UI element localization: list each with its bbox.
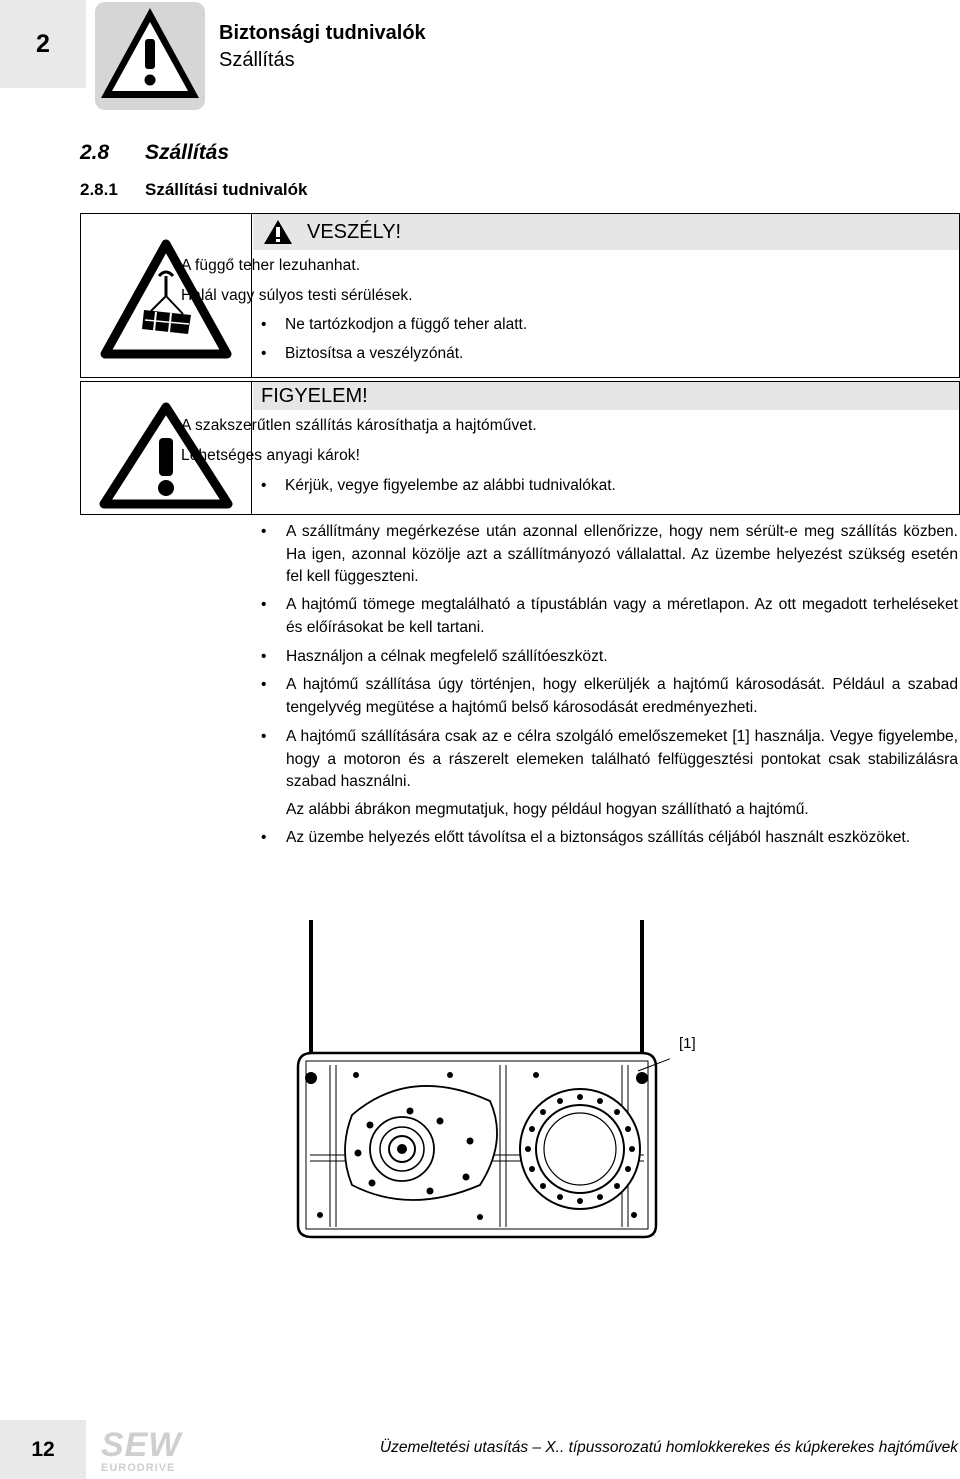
bullet-text: A hajtómű tömege megtalálható a típustáblán vagy a méretlapon. Az ott megadott terheléseket és előírásokat be kell tartani.	[286, 596, 958, 636]
chapter-number: 2	[0, 0, 86, 88]
figure-label: [1]	[679, 1035, 696, 1052]
subsection-number: 2.8.1	[80, 180, 118, 199]
notice-line: A szakszerűtlen szállítás károsíthatja a hajtóművet.	[181, 417, 537, 434]
notice-signal-word: FIGYELEM!	[261, 384, 368, 407]
chapter-subtitle: Szállítás	[219, 49, 295, 71]
gear-unit-figure	[290, 915, 670, 1265]
bullet-text: A szállítmány megérkezése után azonnal ellenőrizze, hogy nem sérült-e meg szállítás közben. Ha igen, azonnal közölje azt a szállítmányozó vállalattal. Az üzembe helyezést szükség esetén fel kell függeszteni.	[286, 523, 958, 585]
danger-line: Halál vagy súlyos testi sérülések.	[181, 287, 413, 304]
bullet-text: Használjon a célnak megfelelő szállítóeszközt.	[286, 648, 608, 665]
bullet-dot: •	[261, 648, 267, 665]
logo-bottom-text: EURODRIVE	[101, 1462, 176, 1474]
bullet-dot: •	[261, 676, 267, 693]
danger-line: A függő teher lezuhanhat.	[181, 257, 361, 274]
figure-intro: Az alábbi ábrákon megmutatjuk, hogy például hogyan szállítható a hajtómű.	[286, 801, 809, 818]
logo-top-text: SEW	[101, 1426, 182, 1464]
output-bore	[544, 1113, 616, 1185]
bullet-dot: •	[261, 829, 267, 846]
warning-triangle-icon	[95, 2, 205, 110]
subsection-title: Szállítási tudnivalók	[145, 180, 308, 199]
notice-signal-bar	[253, 382, 959, 410]
footer-doc-title: Üzemeltetési utasítás – X.. típussorozatú homlokkerekes és kúpkerekes hajtóművek	[379, 1439, 958, 1456]
page-number: 12	[0, 1420, 86, 1479]
bullet-text: A hajtómű szállítása úgy történjen, hogy elkerüljék a hajtómű károsodását. Például a szabad tengelyvég megütése a hajtómű belső károsodását eredményezheti.	[286, 676, 958, 716]
notice-line: Lehetséges anyagi károk!	[181, 447, 361, 464]
bullet-text: A hajtómű szállítására csak az e célra szolgáló emelőszemeket [1] használja. Vegye figyelembe, hogy a motoron és a rászerelt elemeken található felfüggesztési pontokat csak stabilizálásra szabad használni.	[286, 728, 958, 790]
bullet-text: Az üzembe helyezés előtt távolítsa el a biztonságos szállítás céljából használt eszközöket.	[286, 829, 911, 846]
sew-logo	[101, 1428, 181, 1474]
lifting-eye-left	[305, 1072, 317, 1084]
warning-small-icon	[263, 219, 293, 245]
section-number: 2.8	[80, 141, 110, 164]
chapter-title: Biztonsági tudnivalók	[219, 22, 426, 44]
danger-signal-word: VESZÉLY!	[307, 220, 402, 243]
danger-signal-bar	[253, 214, 959, 250]
section-title: Szállítás	[145, 141, 230, 164]
safety-tile	[95, 2, 205, 110]
bullet-dot: •	[261, 523, 267, 540]
bullet-dot: •	[261, 596, 267, 613]
bullet-dot: •	[261, 728, 267, 745]
lifting-eye-right	[636, 1072, 648, 1084]
